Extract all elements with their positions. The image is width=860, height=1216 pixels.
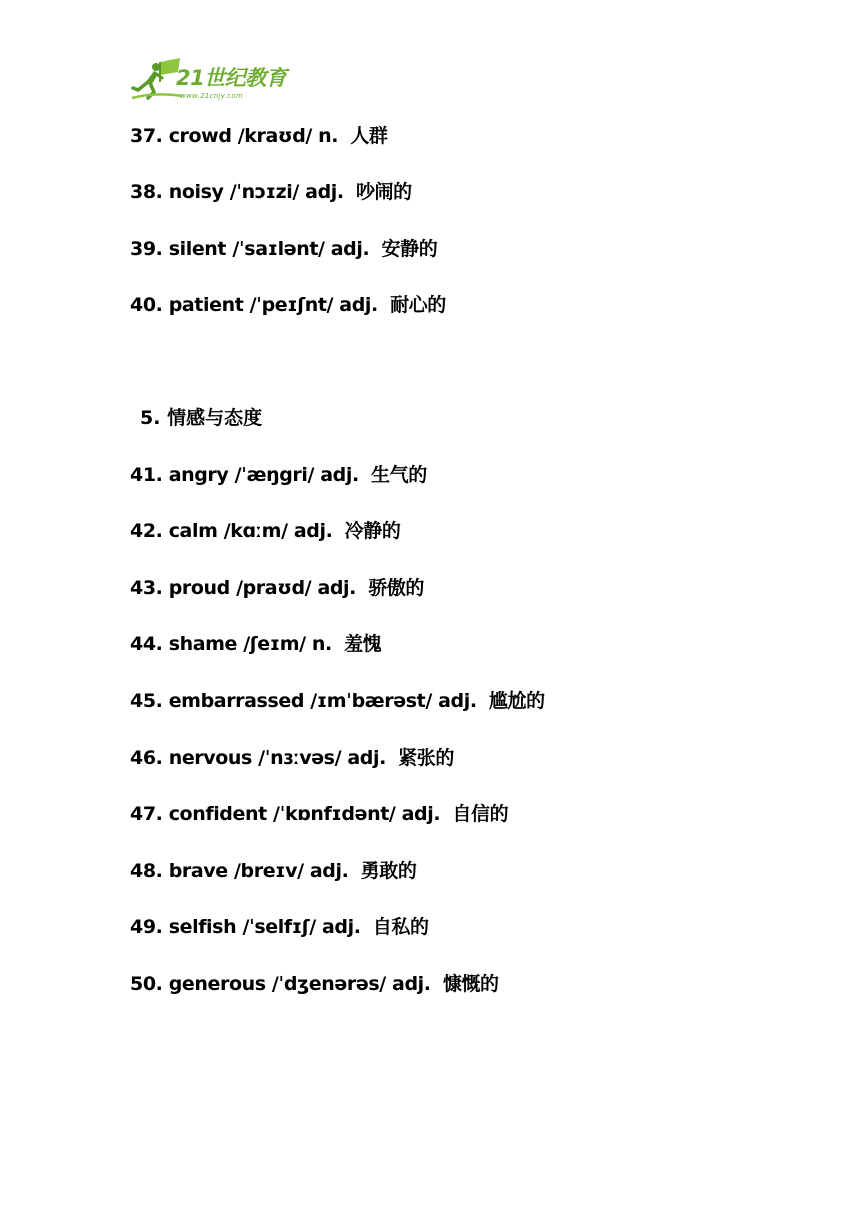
entry-word: confident (168, 803, 267, 825)
entry-word: brave (168, 860, 228, 882)
entry-meaning: 尴尬的 (488, 690, 545, 712)
entry-meaning: 羞愧 (344, 633, 382, 655)
vocab-entry (130, 802, 508, 826)
entry-pos: adj. (293, 520, 333, 542)
entry-meaning: 冷静的 (344, 520, 401, 542)
entry-pos: adj. (305, 181, 344, 203)
brand-url: www.21cnjy.com (180, 92, 244, 100)
entry-pos: adj. (309, 860, 349, 882)
entry-number: 45. (130, 690, 163, 712)
vocab-entry (130, 463, 427, 487)
entry-number: 38. (130, 181, 163, 203)
entry-number: 42. (130, 520, 163, 542)
entry-ipa: /ˈnɜːvəs/ (258, 747, 342, 769)
entry-word: nervous (168, 747, 252, 769)
entry-pos: adj. (321, 916, 361, 938)
entry-meaning: 骄傲的 (368, 577, 425, 599)
entry-word: shame (168, 633, 238, 655)
vocab-entry (130, 124, 388, 148)
entry-ipa: /praʊd/ (236, 577, 312, 599)
vocab-entry (130, 519, 400, 543)
entry-word: calm (168, 520, 218, 542)
entry-pos: adj. (330, 238, 370, 260)
entry-number: 41. (130, 464, 163, 486)
vocab-entry (130, 237, 437, 261)
vocab-entry (130, 746, 454, 770)
entry-pos: adj. (347, 747, 386, 769)
entry-pos: adj. (392, 973, 431, 995)
entry-meaning: 生气的 (371, 464, 427, 486)
entry-number: 44. (130, 633, 163, 655)
brand-name: 21世纪教育 (176, 66, 287, 90)
section-title: 情感与态度 (167, 407, 263, 429)
entry-ipa: /kraʊd/ (237, 125, 312, 147)
entry-ipa: /kɑːm/ (223, 520, 288, 542)
vocab-entry (130, 632, 381, 656)
entry-word: silent (168, 238, 227, 260)
entry-number: 37. (130, 125, 163, 147)
entry-meaning: 勇敢的 (360, 860, 417, 882)
vocab-entry (130, 293, 446, 317)
entry-pos: adj. (339, 294, 378, 316)
entry-meaning: 安静的 (381, 238, 438, 260)
vocab-entry (130, 180, 412, 204)
entry-pos: n. (311, 633, 332, 655)
entry-meaning: 慷慨的 (442, 973, 499, 995)
entry-word: generous (168, 973, 266, 995)
entry-ipa: /ˈsaɪlənt/ (232, 238, 325, 260)
entry-meaning: 自信的 (452, 803, 509, 825)
entry-meaning: 人群 (350, 125, 388, 147)
entry-ipa: /ɪmˈbærəst/ (310, 690, 432, 712)
vocab-entry (130, 972, 499, 996)
entry-pos: adj. (320, 464, 359, 486)
entry-number: 49. (130, 916, 163, 938)
entry-meaning: 吵闹的 (355, 181, 412, 203)
section-heading (140, 406, 262, 430)
section-number: 5. (140, 407, 161, 429)
entry-ipa: /ˈdʒenərəs/ (271, 973, 386, 995)
entry-word: proud (168, 577, 230, 599)
vocab-entry (130, 859, 416, 883)
entry-word: embarrassed (168, 690, 305, 712)
entry-number: 46. (130, 747, 163, 769)
entry-ipa: /ˈnɔɪzi/ (229, 181, 299, 203)
vocab-entry (130, 689, 545, 713)
entry-number: 43. (130, 577, 163, 599)
entry-word: crowd (168, 125, 232, 147)
entry-word: noisy (168, 181, 224, 203)
vocab-entry (130, 576, 424, 600)
entry-number: 40. (130, 294, 163, 316)
entry-ipa: /ˈkɒnfɪdənt/ (273, 803, 396, 825)
entry-ipa: /ˈæŋgri/ (234, 464, 315, 486)
entry-pos: adj. (438, 690, 477, 712)
entry-meaning: 紧张的 (398, 747, 454, 769)
entry-meaning: 耐心的 (390, 294, 446, 316)
entry-number: 39. (130, 238, 163, 260)
entry-word: patient (168, 294, 244, 316)
entry-ipa: /breɪv/ (233, 860, 304, 882)
entry-ipa: /ˈpeɪʃnt/ (249, 294, 334, 316)
entry-ipa: /ˈselfɪʃ/ (242, 916, 316, 938)
entry-number: 48. (130, 860, 163, 882)
entry-number: 50. (130, 973, 163, 995)
brand-logo (130, 56, 300, 106)
entry-ipa: /ʃeɪm/ (243, 633, 306, 655)
entry-number: 47. (130, 803, 163, 825)
entry-pos: adj. (401, 803, 441, 825)
entry-word: selfish (168, 916, 237, 938)
vocab-entry (130, 915, 429, 939)
entry-pos: n. (318, 125, 339, 147)
entry-pos: adj. (317, 577, 356, 599)
entry-meaning: 自私的 (372, 916, 429, 938)
entry-word: angry (168, 464, 229, 486)
